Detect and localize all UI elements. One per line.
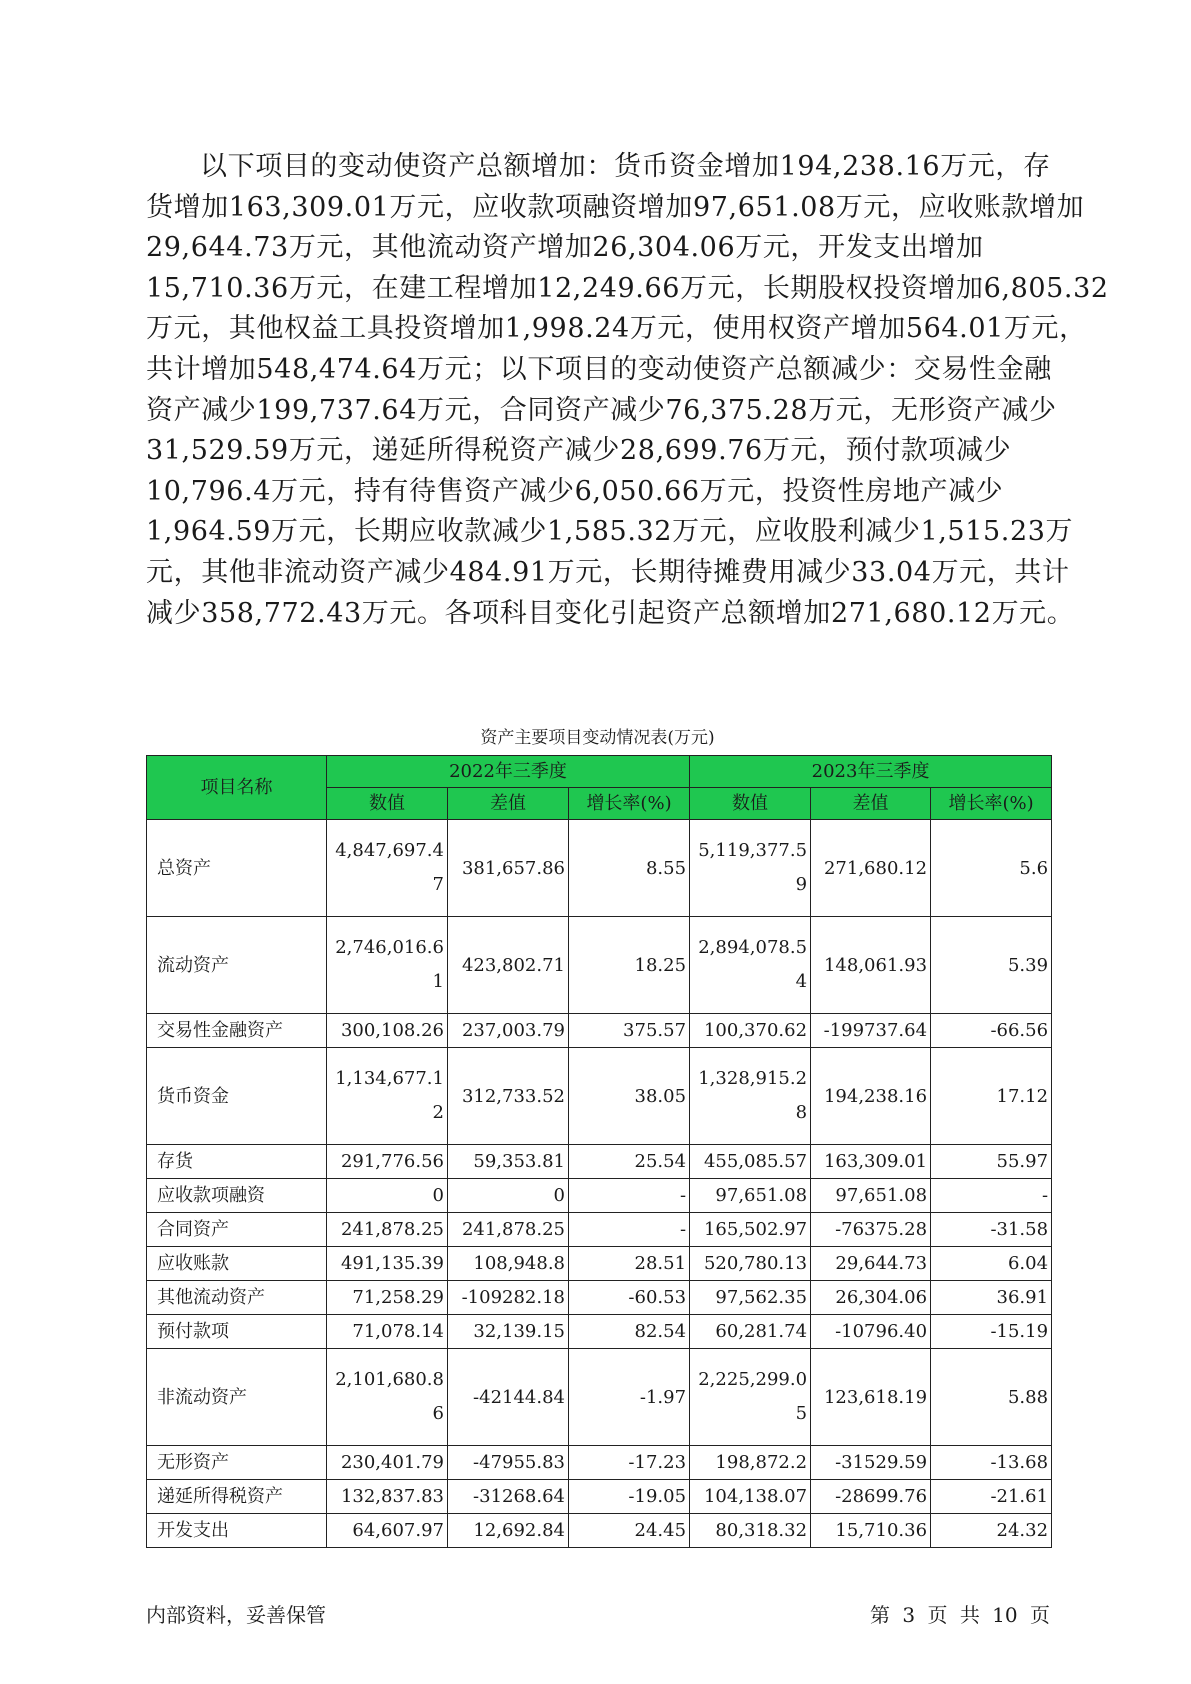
diff-2023: 271,680.12 <box>811 820 931 917</box>
paragraph-line: 10,796.4万元，持有待售资产减少6,050.66万元，投资性房地产减少 <box>146 475 1004 507</box>
rate-2023: 6.04 <box>931 1247 1052 1281</box>
rate-2022: -17.23 <box>569 1446 690 1480</box>
rate-2022: 38.05 <box>569 1048 690 1145</box>
header-value-2023: 数值 <box>690 788 811 820</box>
table-row <box>147 1315 1052 1349</box>
rate-2023: -13.68 <box>931 1446 1052 1480</box>
diff-2022: 32,139.15 <box>448 1315 569 1349</box>
row-item-name: 其他流动资产 <box>147 1281 327 1315</box>
paragraph-line: 减少358,772.43万元。各项科目变化引起资产总额增加271,680.12万元。 <box>146 597 1075 629</box>
value-2023: 520,780.13 <box>690 1247 811 1281</box>
diff-2023: -199737.64 <box>811 1014 931 1048</box>
rate-2023: 5.39 <box>931 917 1052 1014</box>
rate-2023: 24.32 <box>931 1514 1052 1548</box>
table-row <box>147 917 1052 1014</box>
paragraph-line: 31,529.59万元，递延所得税资产减少28,699.76万元，预付款项减少 <box>146 435 1012 467</box>
value-2022: 491,135.39 <box>327 1247 448 1281</box>
value-2023: 100,370.62 <box>690 1014 811 1048</box>
row-item-name: 交易性金融资产 <box>147 1014 327 1048</box>
table-row <box>147 1014 1052 1048</box>
rate-2023: -31.58 <box>931 1213 1052 1247</box>
table-row <box>147 1514 1052 1548</box>
value-2023: 97,562.35 <box>690 1281 811 1315</box>
rate-2023: -15.19 <box>931 1315 1052 1349</box>
diff-2022: 108,948.8 <box>448 1247 569 1281</box>
value-2022 <box>327 1048 448 1145</box>
paragraph-line: 元，其他非流动资产减少484.91万元，长期待摊费用减少33.04万元，共计 <box>146 556 1070 588</box>
value-2022: 230,401.79 <box>327 1446 448 1480</box>
diff-2023: 163,309.01 <box>811 1145 931 1179</box>
paragraph-line: 共计增加548,474.64万元；以下项目的变动使资产总额减少：交易性金融 <box>146 353 1052 385</box>
value-2023: 60,281.74 <box>690 1315 811 1349</box>
value-2022: 241,878.25 <box>327 1213 448 1247</box>
header-item-name: 项目名称 <box>147 756 327 820</box>
diff-2022: -31268.64 <box>448 1480 569 1514</box>
rate-2022: -1.97 <box>569 1349 690 1446</box>
row-item-name: 合同资产 <box>147 1213 327 1247</box>
table-row <box>147 1247 1052 1281</box>
row-item-name: 递延所得税资产 <box>147 1480 327 1514</box>
table-row <box>147 1480 1052 1514</box>
rate-2022: 28.51 <box>569 1247 690 1281</box>
rate-2023: 36.91 <box>931 1281 1052 1315</box>
value-2022: 0 <box>327 1179 448 1213</box>
header-diff-2022: 差值 <box>448 788 569 820</box>
table-row <box>147 1349 1052 1446</box>
row-item-name: 应收款项融资 <box>147 1179 327 1213</box>
row-item-name: 无形资产 <box>147 1446 327 1480</box>
rate-2022: -19.05 <box>569 1480 690 1514</box>
paragraph-line: 29,644.73万元，其他流动资产增加26,304.06万元，开发支出增加 <box>146 232 984 264</box>
paragraph-line: 货增加163,309.01万元，应收款项融资增加97,651.08万元，应收账款增加 <box>146 191 1085 223</box>
value-2022-text: 4,847,697.47 <box>335 840 444 895</box>
paragraph-line: 15,710.36万元，在建工程增加12,249.66万元，长期股权投资增加6,805.32 <box>146 272 1109 304</box>
diff-2023: 148,061.93 <box>811 917 931 1014</box>
row-item-name: 货币资金 <box>147 1048 327 1145</box>
value-2023-text: 5,119,377.59 <box>698 840 808 895</box>
row-item-name: 总资产 <box>147 820 327 917</box>
value-2022: 71,258.29 <box>327 1281 448 1315</box>
rate-2022: 375.57 <box>569 1014 690 1048</box>
diff-2023: 26,304.06 <box>811 1281 931 1315</box>
paragraph-line: 资产减少199,737.64万元，合同资产减少76,375.28万元，无形资产减少 <box>146 394 1057 426</box>
value-2023-text: 2,894,078.54 <box>698 937 808 992</box>
value-2023 <box>690 820 811 917</box>
rate-2023: 17.12 <box>931 1048 1052 1145</box>
header-period-2022: 2022年三季度 <box>327 756 690 788</box>
diff-2023: 194,238.16 <box>811 1048 931 1145</box>
rate-2023: 55.97 <box>931 1145 1052 1179</box>
diff-2022: 59,353.81 <box>448 1145 569 1179</box>
value-2022: 291,776.56 <box>327 1145 448 1179</box>
header-diff-2023: 差值 <box>811 788 931 820</box>
diff-2022: 241,878.25 <box>448 1213 569 1247</box>
table-row <box>147 1179 1052 1213</box>
diff-2023: -31529.59 <box>811 1446 931 1480</box>
rate-2023: - <box>931 1179 1052 1213</box>
value-2023 <box>690 1048 811 1145</box>
diff-2023: 97,651.08 <box>811 1179 931 1213</box>
value-2022-text: 2,746,016.61 <box>335 937 444 992</box>
value-2022-text: 2,101,680.86 <box>335 1369 444 1424</box>
asset-change-table <box>146 755 1052 1548</box>
header-value-2022: 数值 <box>327 788 448 820</box>
row-item-name: 非流动资产 <box>147 1349 327 1446</box>
rate-2022: 8.55 <box>569 820 690 917</box>
rate-2023: 5.88 <box>931 1349 1052 1446</box>
row-item-name: 流动资产 <box>147 917 327 1014</box>
row-item-name: 开发支出 <box>147 1514 327 1548</box>
paragraph-line: 万元，其他权益工具投资增加1,998.24万元，使用权资产增加564.01万元， <box>146 313 1087 345</box>
value-2023: 104,138.07 <box>690 1480 811 1514</box>
value-2022: 300,108.26 <box>327 1014 448 1048</box>
diff-2023: -76375.28 <box>811 1213 931 1247</box>
value-2023: 80,318.32 <box>690 1514 811 1548</box>
table-row <box>147 820 1052 917</box>
diff-2022: 237,003.79 <box>448 1014 569 1048</box>
table-row <box>147 1213 1052 1247</box>
diff-2022: 0 <box>448 1179 569 1213</box>
diff-2022: 12,692.84 <box>448 1514 569 1548</box>
rate-2022: 82.54 <box>569 1315 690 1349</box>
value-2023: 455,085.57 <box>690 1145 811 1179</box>
diff-2023: -28699.76 <box>811 1480 931 1514</box>
value-2022: 132,837.83 <box>327 1480 448 1514</box>
diff-2023: 29,644.73 <box>811 1247 931 1281</box>
rate-2022: 18.25 <box>569 917 690 1014</box>
value-2022 <box>327 917 448 1014</box>
value-2023: 97,651.08 <box>690 1179 811 1213</box>
header-period-2023: 2023年三季度 <box>690 756 1052 788</box>
diff-2023: 123,618.19 <box>811 1349 931 1446</box>
value-2022 <box>327 820 448 917</box>
rate-2023: 5.6 <box>931 820 1052 917</box>
value-2022 <box>327 1349 448 1446</box>
value-2023-text: 1,328,915.28 <box>698 1068 808 1123</box>
diff-2022: -109282.18 <box>448 1281 569 1315</box>
value-2023-text: 2,225,299.05 <box>698 1369 808 1424</box>
table-caption: 资产主要项目变动情况表(万元) <box>480 728 715 748</box>
table-row <box>147 1281 1052 1315</box>
footer-confidential-note: 内部资料，妥善保管 <box>146 1603 326 1627</box>
rate-2022: -60.53 <box>569 1281 690 1315</box>
diff-2023: -10796.40 <box>811 1315 931 1349</box>
diff-2022: -47955.83 <box>448 1446 569 1480</box>
diff-2022: 381,657.86 <box>448 820 569 917</box>
header-rate-2023: 增长率(%) <box>931 788 1052 820</box>
table-row <box>147 1048 1052 1145</box>
row-item-name: 存货 <box>147 1145 327 1179</box>
rate-2022: - <box>569 1179 690 1213</box>
body-paragraph <box>146 147 1109 634</box>
value-2023: 198,872.2 <box>690 1446 811 1480</box>
rate-2023: -66.56 <box>931 1014 1052 1048</box>
row-item-name: 应收账款 <box>147 1247 327 1281</box>
value-2022-text: 1,134,677.12 <box>335 1068 444 1123</box>
value-2023 <box>690 917 811 1014</box>
diff-2022: 312,733.52 <box>448 1048 569 1145</box>
diff-2022: 423,802.71 <box>448 917 569 1014</box>
row-item-name: 预付款项 <box>147 1315 327 1349</box>
header-rate-2022: 增长率(%) <box>569 788 690 820</box>
footer-page-number: 第 3 页 共 10 页 <box>870 1603 1050 1627</box>
diff-2023: 15,710.36 <box>811 1514 931 1548</box>
value-2023: 165,502.97 <box>690 1213 811 1247</box>
rate-2022: - <box>569 1213 690 1247</box>
value-2022: 64,607.97 <box>327 1514 448 1548</box>
rate-2022: 25.54 <box>569 1145 690 1179</box>
paragraph-line: 1,964.59万元，长期应收款减少1,585.32万元，应收股利减少1,515.23万 <box>146 516 1074 548</box>
rate-2023: -21.61 <box>931 1480 1052 1514</box>
table-row <box>147 1145 1052 1179</box>
table-row <box>147 1446 1052 1480</box>
value-2023 <box>690 1349 811 1446</box>
diff-2022: -42144.84 <box>448 1349 569 1446</box>
rate-2022: 24.45 <box>569 1514 690 1548</box>
value-2022: 71,078.14 <box>327 1315 448 1349</box>
paragraph-line: 以下项目的变动使资产总额增加：货币资金增加194,238.16万元，存 <box>200 151 1051 182</box>
